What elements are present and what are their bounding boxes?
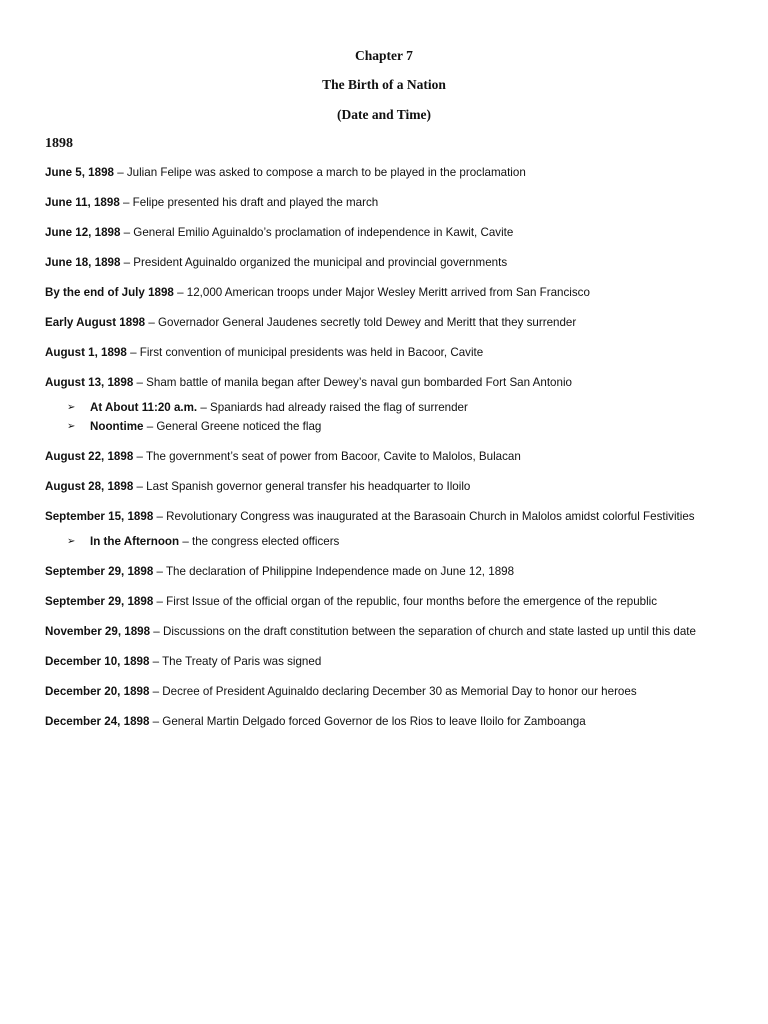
entry-date: June 12, 1898 — [45, 226, 121, 239]
timeline-entry — [45, 623, 725, 641]
entry-text: – Revolutionary Congress was inaugurated at the Barasoain Church in Malolos amidst colorful Festivities — [153, 510, 695, 523]
entry-text: – 12,000 American troops under Major Wesley Meritt arrived from San Francisco — [173, 286, 590, 299]
chapter-heading: Chapter 7 — [355, 48, 413, 63]
timeline-entry — [45, 653, 725, 671]
entry-text: – The Treaty of Paris was signed — [149, 655, 322, 668]
entry-date: August 22, 1898 — [45, 450, 134, 463]
entry-date: By the end of July 1898 — [45, 286, 174, 299]
timeline-entry — [45, 254, 725, 272]
entry-text: – General Emilio Aguinaldo’s proclamation of independence in Kawit, Cavite — [120, 226, 514, 239]
sub-event-time: At About 11:20 a.m. — [90, 401, 198, 414]
entry-text: – Decree of President Aguinaldo declaring December 30 as Memorial Day to honor our heroes — [149, 685, 637, 698]
entry-date: June 18, 1898 — [45, 256, 121, 269]
timeline-entry — [45, 194, 725, 212]
sub-event-text: – Spaniards had already raised the flag of surrender — [197, 401, 468, 414]
sub-event-item — [67, 532, 725, 551]
timeline-entry — [45, 284, 725, 302]
entry-date: August 28, 1898 — [45, 480, 134, 493]
entry-text: – The declaration of Philippine Independence made on June 12, 1898 — [153, 565, 515, 578]
sub-event-time: In the Afternoon — [90, 535, 180, 548]
entry-date: June 11, 1898 — [45, 196, 120, 209]
sub-event-item — [67, 398, 725, 417]
entry-text: – First Issue of the official organ of the republic, four months before the emergence of the republic — [153, 595, 658, 608]
entry-date: Early August 1898 — [45, 316, 146, 329]
timeline-entry — [45, 314, 725, 332]
timeline-entry — [45, 448, 725, 466]
sub-event-list — [67, 532, 725, 551]
timeline-entry — [45, 478, 725, 496]
timeline-entry — [45, 683, 725, 701]
entry-text: – First convention of municipal presidents was held in Bacoor, Cavite — [126, 346, 484, 359]
sub-event-time: Noontime — [90, 420, 144, 433]
entry-date: December 10, 1898 — [45, 655, 150, 668]
entry-date: December 20, 1898 — [45, 685, 150, 698]
sub-event-text: – the congress elected officers — [179, 535, 340, 548]
timeline-entry — [45, 713, 725, 731]
entry-text: – General Martin Delgado forced Governor de los Rios to leave Iloilo for Zamboanga — [149, 715, 586, 728]
timeline-entry — [45, 593, 725, 611]
timeline-entry — [45, 563, 725, 581]
entry-text: – Last Spanish governor general transfer his headquarter to Iloilo — [133, 480, 471, 493]
timeline-entry — [45, 344, 725, 362]
entry-text: – The government’s seat of power from Bacoor, Cavite to Malolos, Bulacan — [133, 450, 521, 463]
timeline-list — [45, 164, 725, 743]
entry-text: – Governador General Jaudenes secretly told Dewey and Meritt that they surrender — [145, 316, 577, 329]
timeline-entry — [45, 508, 725, 526]
timeline-entry — [45, 374, 725, 392]
timeline-entry — [45, 164, 725, 182]
entry-date: June 5, 1898 — [45, 166, 114, 179]
entry-date: September 29, 1898 — [45, 595, 154, 608]
chapter-title: The Birth of a Nation — [322, 77, 446, 92]
year-heading: 1898 — [45, 136, 73, 151]
entry-text: – Julian Felipe was asked to compose a march to be played in the proclamation — [113, 166, 526, 179]
entry-date: September 15, 1898 — [45, 510, 154, 523]
timeline-entry — [45, 224, 725, 242]
entry-text: – Discussions on the draft constitution between the separation of church and state lasted up until this date — [150, 625, 696, 638]
arrow-bullet-icon: ➢ — [67, 421, 76, 432]
entry-text: – Felipe presented his draft and played the march — [119, 196, 379, 209]
entry-date: December 24, 1898 — [45, 715, 150, 728]
sub-event-item — [67, 417, 725, 436]
entry-text: – President Aguinaldo organized the municipal and provincial governments — [120, 256, 508, 269]
entry-date: November 29, 1898 — [45, 625, 151, 638]
sub-event-text: – General Greene noticed the flag — [143, 420, 322, 433]
arrow-bullet-icon: ➢ — [67, 402, 76, 413]
entry-text: – Sham battle of manila began after Dewey’s naval gun bombarded Fort San Antonio — [133, 376, 572, 389]
entry-date: September 29, 1898 — [45, 565, 154, 578]
chapter-subtitle: (Date and Time) — [337, 107, 431, 122]
arrow-bullet-icon: ➢ — [67, 536, 76, 547]
entry-date: August 1, 1898 — [45, 346, 127, 359]
sub-event-list — [67, 398, 725, 436]
entry-date: August 13, 1898 — [45, 376, 134, 389]
